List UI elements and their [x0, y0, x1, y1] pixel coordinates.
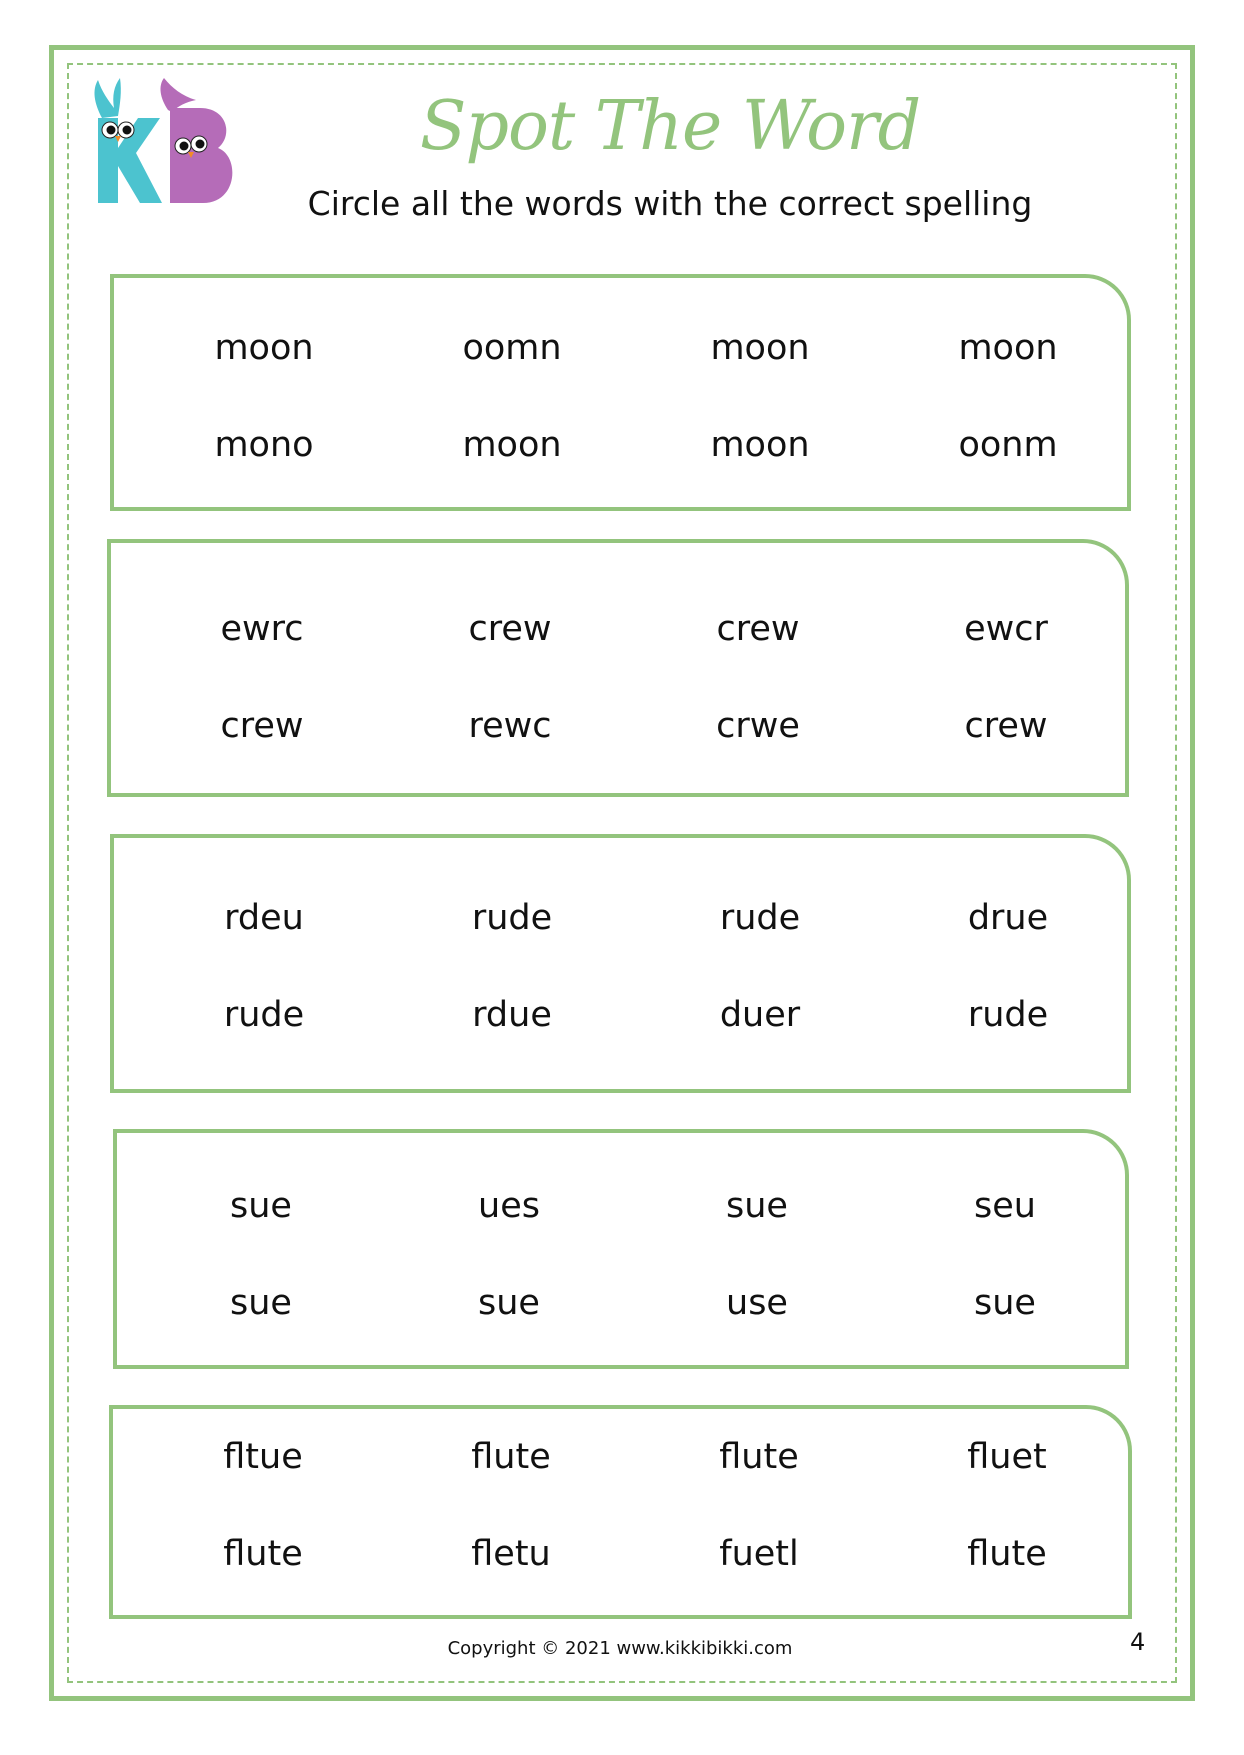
word[interactable]: crew — [964, 706, 1048, 746]
word[interactable]: oomn — [462, 328, 562, 368]
logo-letter-b — [161, 78, 233, 203]
word[interactable]: fltue — [223, 1437, 303, 1477]
word[interactable]: seu — [974, 1186, 1036, 1226]
word[interactable]: moon — [214, 328, 314, 368]
word[interactable]: use — [726, 1283, 788, 1323]
word[interactable]: moon — [710, 328, 810, 368]
page-instructions: Circle all the words with the correct spelling — [307, 184, 1033, 223]
word[interactable]: ewcr — [964, 609, 1048, 649]
logo-letter-k — [95, 78, 162, 203]
word[interactable]: rude — [719, 898, 801, 938]
word[interactable]: fletu — [471, 1534, 551, 1574]
word[interactable]: fuetl — [719, 1534, 799, 1574]
word[interactable]: oonm — [958, 425, 1058, 465]
word-box-1 — [110, 274, 1131, 511]
word[interactable]: crew — [220, 706, 304, 746]
word[interactable]: crwe — [716, 706, 800, 746]
copyright-notice: Copyright © 2021 www.kikkibikki.com — [447, 1638, 793, 1659]
word[interactable]: fluet — [967, 1437, 1047, 1477]
word-box-2 — [107, 539, 1129, 797]
word[interactable]: mono — [214, 425, 314, 465]
word[interactable]: flute — [719, 1437, 799, 1477]
word[interactable]: flute — [471, 1437, 551, 1477]
word-box-4 — [113, 1129, 1129, 1369]
word-box-3 — [110, 834, 1131, 1093]
page-title: Spot The Word — [419, 87, 921, 166]
word[interactable]: sue — [974, 1283, 1036, 1323]
word[interactable]: ues — [478, 1186, 540, 1226]
word[interactable]: sue — [726, 1186, 788, 1226]
word[interactable]: moon — [958, 328, 1058, 368]
page-number: 4 — [1130, 1628, 1146, 1656]
kikkibikki-logo — [88, 78, 248, 208]
word[interactable]: moon — [710, 425, 810, 465]
word[interactable]: sue — [230, 1283, 292, 1323]
word[interactable]: flute — [223, 1534, 303, 1574]
word[interactable]: rewc — [468, 706, 552, 746]
word[interactable]: ewrc — [220, 609, 304, 649]
word[interactable]: duer — [719, 995, 801, 1035]
word[interactable]: rude — [223, 995, 305, 1035]
word[interactable]: moon — [462, 425, 562, 465]
word[interactable]: sue — [230, 1186, 292, 1226]
word[interactable]: flute — [967, 1534, 1047, 1574]
word[interactable]: rdue — [472, 995, 552, 1035]
word-box-5 — [109, 1405, 1132, 1619]
word[interactable]: crew — [716, 609, 800, 649]
word[interactable]: drue — [967, 898, 1049, 938]
word[interactable]: rdeu — [224, 898, 304, 938]
word[interactable]: rude — [471, 898, 553, 938]
word[interactable]: crew — [468, 609, 552, 649]
word[interactable]: sue — [478, 1283, 540, 1323]
word[interactable]: rude — [967, 995, 1049, 1035]
